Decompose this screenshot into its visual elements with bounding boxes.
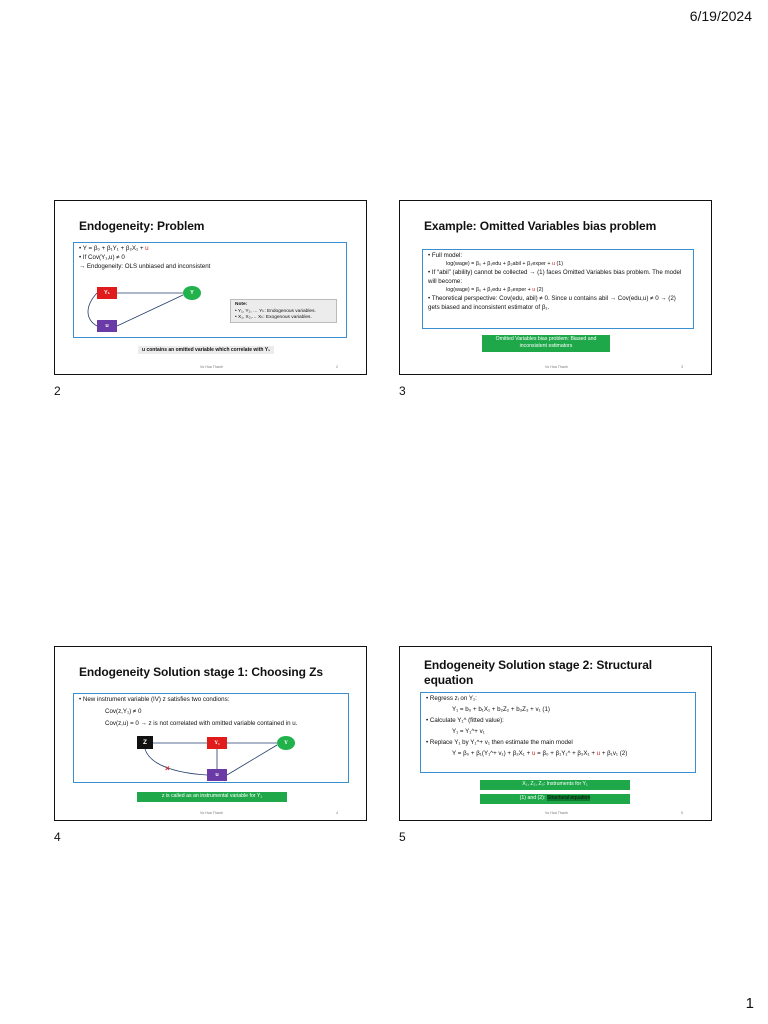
node-y: Y — [277, 736, 295, 750]
structural-bar: (1) and (2): Structural equation — [480, 794, 630, 804]
node-y: Y — [183, 286, 201, 300]
slide-number: 5 — [399, 830, 406, 844]
slide-footer-number: 4 — [336, 811, 338, 815]
node-u: u — [97, 320, 117, 332]
slide-5 — [399, 646, 712, 821]
content-box: • Regress zᵢ on Y₁: Y₁ = b₀ + b₁X₁ + b₂Z₂ + b₃Z₃ + v₁ (1) • Calculate Y₁^ (fitted value): Y₁ = Y₁^+ v₁ • Replace Y₁ by Y₁^+ v₁ then estimate the main model Y = β₀ + β₁(Y₁^+ v₁) + β₂X₁ + u = β₀ + β₁Y₁^ + β₂X₁ + u + β₁v₁ (2) — [420, 692, 696, 773]
slide-footer: Vo Hoa Thanh — [545, 365, 568, 369]
slide-footer: Vo Hoa Thanh — [200, 811, 223, 815]
slide-3 — [399, 200, 712, 375]
slide-4 — [54, 646, 367, 821]
equation-1: log(wage) = β₀ + β₁edu + β₂abil + β₃exper + u (1) — [446, 260, 564, 267]
slide-footer: Vo Hoa Thanh — [545, 811, 568, 815]
slide-number: 2 — [54, 384, 61, 398]
content-box: • Full model: log(wage) = β₀ + β₁edu + β₂abil + β₃exper + u (1) • If “abil” (ability) cannot be collected → (1) faces Omitted Variables bias problem. The model will become: log(wage) = β₀ + β₁edu + β₃exper + u (2) • Theoretical perspective: Cov(edu, abil) ≠ 0. Since u contains abil → Cov(edu,u) ≠ 0 → (2) gets biased and inconsistent estimator of β₁. — [422, 249, 694, 329]
page-number: 1 — [745, 995, 754, 1012]
bullet-cov: • If Cov(Y₁,u) ≠ 0 — [79, 253, 125, 261]
node-y1: Y₁ — [97, 287, 117, 299]
slide-title: Endogeneity: Problem — [79, 219, 205, 233]
note-box: Note: • Y₁, Y₂, … Yₖ: Endogenous variables. • X₁, X₂,… Xₖ: Exogenous variables. — [230, 299, 337, 323]
node-y1: Y₁ — [207, 737, 227, 749]
equation-2: log(wage) = β₀ + β₁edu + β₃exper + u (2) — [446, 286, 544, 293]
slide-title: Endogeneity Solution stage 2: Structural equation — [424, 658, 653, 687]
node-z: Z — [137, 736, 153, 749]
cross-mark: × — [165, 764, 170, 773]
slide-number: 3 — [399, 384, 406, 398]
caption: u contains an omitted variable which correlate with Y₁ — [138, 346, 274, 354]
slide-title: Endogeneity Solution stage 1: Choosing Zs — [79, 665, 323, 679]
content-box: • New instrument variable (IV) z satisfies two condions: Cov(z,Y₁) ≠ 0 Cov(z,u) = 0 → z is not correlated with omitted variable contained in u. — [73, 693, 349, 783]
conclusion-bar: z is called as an instrumental variable for Y₁ — [137, 792, 287, 802]
slide-number: 4 — [54, 830, 61, 844]
page-date: 6/19/2024 — [689, 8, 752, 24]
slide-footer: Vo Hoa Thanh — [200, 365, 223, 369]
main-equation: Y = β₀ + β₁(Y₁^+ v₁) + β₂X₁ + u = β₀ + β₁Y₁^ + β₂X₁ + u + β₁v₁ (2) — [452, 749, 628, 757]
slide-footer-number: 3 — [681, 365, 683, 369]
instruments-bar: X₁, Z₂, Z₃: Instruments for Y₁ — [480, 780, 630, 790]
bullet-equation: • Y = β₀ + β₁Y₁ + β₂X₁ + u — [79, 245, 149, 252]
node-u: u — [207, 769, 227, 781]
slide-title: Example: Omitted Variables bias problem — [424, 219, 657, 233]
bullet-endogeneity: → Endogeneity: OLS unbiased and inconsistent — [79, 262, 211, 270]
slide-footer-number: 5 — [681, 811, 683, 815]
slide-2 — [54, 200, 367, 375]
slide-footer-number: 2 — [336, 365, 338, 369]
conclusion-bar: Omitted Variables bias problem: Biased and inconsistent estimators — [482, 335, 610, 352]
